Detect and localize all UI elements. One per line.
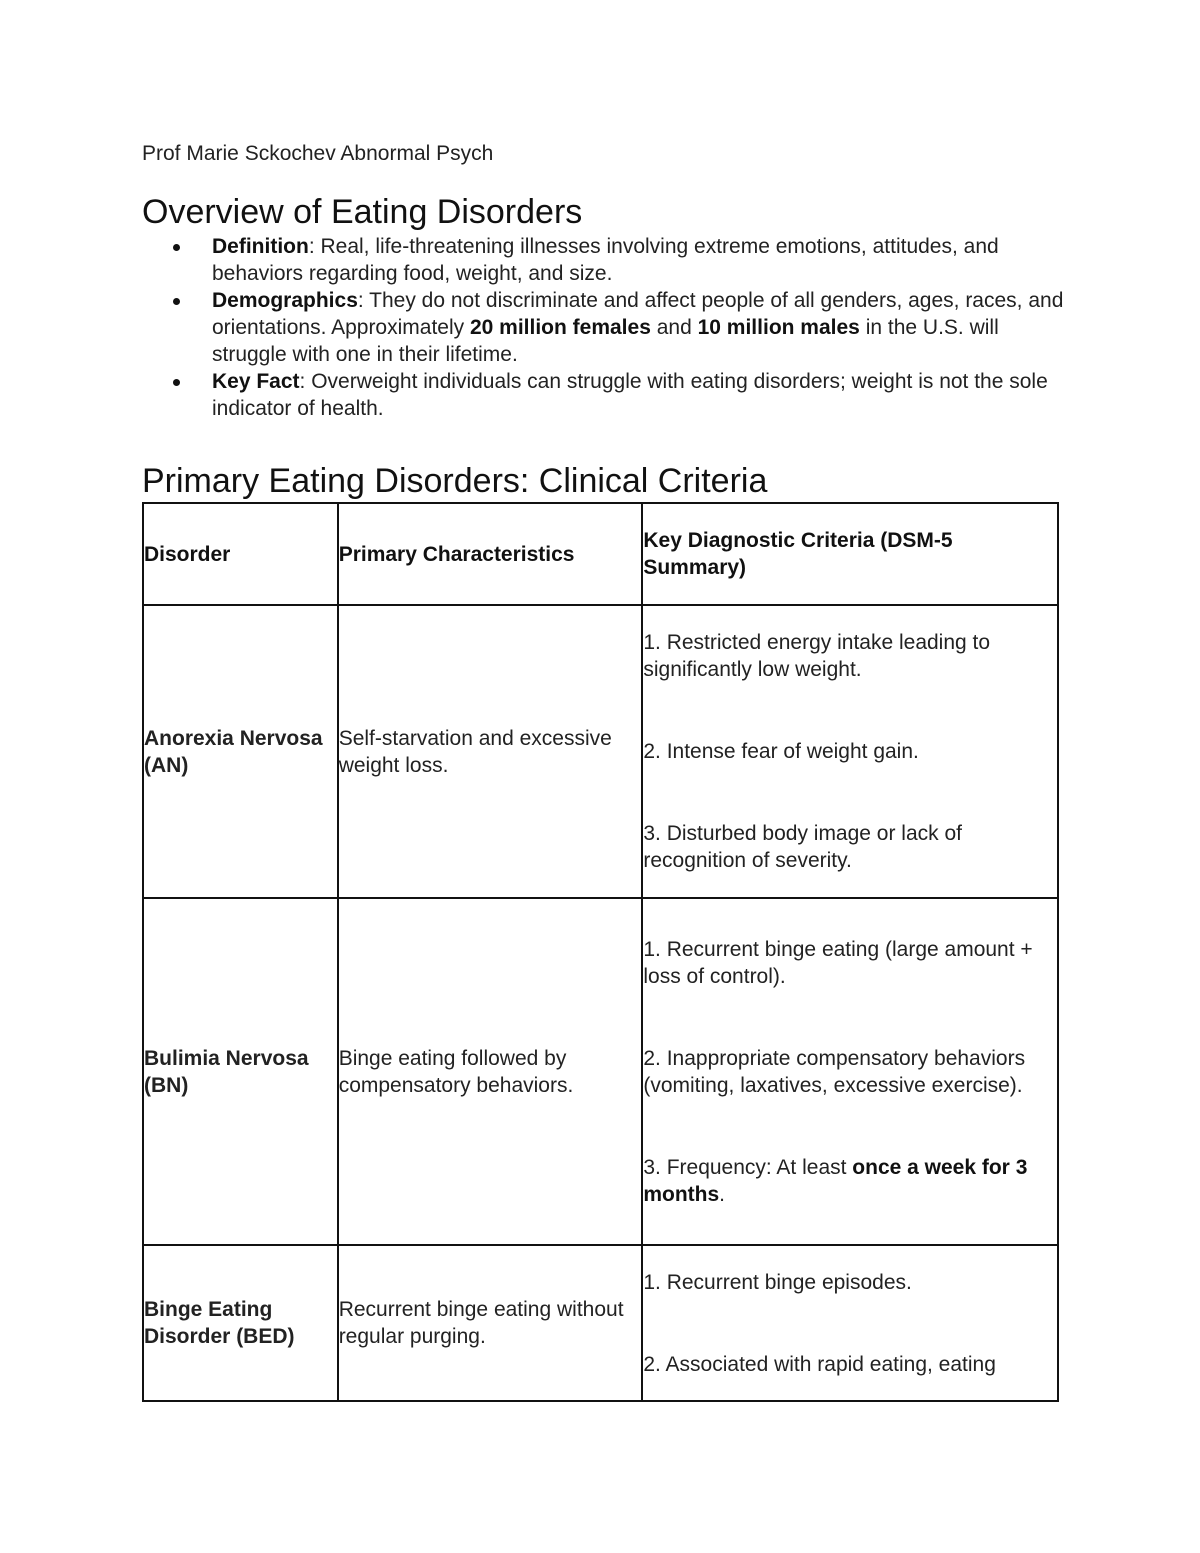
bullet-dot-icon <box>173 379 180 386</box>
overview-heading: Overview of Eating Disorders <box>142 193 583 231</box>
table-row <box>143 605 1058 898</box>
bullet-bold-stat: 10 million males <box>697 316 860 339</box>
overview-bullet-list <box>142 233 1072 422</box>
disorder-cell: Anorexia Nervosa (AN) <box>143 605 338 898</box>
criterion-item: 2. Inappropriate compensatory behaviors (vomiting, laxatives, excessive exercise). <box>643 1046 1026 1097</box>
bullet-definition <box>142 233 1072 287</box>
bullet-demographics <box>142 287 1072 368</box>
characteristics-cell: Binge eating followed by compensatory behaviors. <box>338 898 643 1245</box>
column-header: Primary Characteristics <box>338 503 643 605</box>
bullet-label: Key Fact <box>212 370 300 393</box>
criterion-item: 2. Intense fear of weight gain. <box>643 740 919 763</box>
criterion-bold: once a week for 3 months <box>643 1155 1028 1206</box>
course-header: Prof Marie Sckochev Abnormal Psych <box>142 142 494 165</box>
criterion-text: 3. Frequency: At least <box>643 1155 853 1179</box>
bullet-key-fact <box>142 368 1072 422</box>
bullet-dot-icon <box>173 244 180 251</box>
criteria-heading: Primary Eating Disorders: Clinical Criteria <box>142 462 768 500</box>
column-header: Key Diagnostic Criteria (DSM-5 Summary) <box>642 503 1058 605</box>
table-row <box>143 1245 1058 1401</box>
criteria-cell <box>642 1245 1058 1401</box>
bullet-label: Demographics <box>212 289 358 312</box>
table-header-row <box>143 503 1058 605</box>
criterion-item: 1. Recurrent binge episodes. <box>643 1270 912 1294</box>
bullet-text: : They do not discriminate and affect people of all genders, ages, races, and orientations. Approximately <box>212 289 1064 339</box>
disorder-cell: Bulimia Nervosa (BN) <box>143 898 338 1245</box>
column-header: Disorder <box>143 503 338 605</box>
bullet-text: : Overweight individuals can struggle with eating disorders; weight is not the sole indicator of health. <box>212 370 1048 420</box>
bullet-text: and <box>650 316 698 339</box>
criterion-item: 3. Disturbed body image or lack of recognition of severity. <box>643 822 963 872</box>
bullet-label: Definition <box>212 235 309 258</box>
criteria-cell <box>642 605 1058 898</box>
criterion-item: 1. Restricted energy intake leading to significantly low weight. <box>643 631 991 681</box>
bullet-bold-stat: 20 million females <box>469 316 651 339</box>
criterion-text: . <box>719 1182 726 1206</box>
bullet-dot-icon <box>173 298 180 305</box>
criterion-item <box>643 1154 1055 1208</box>
criterion-item: 1. Recurrent binge eating (large amount + loss of control). <box>643 937 1033 988</box>
disorder-cell: Binge Eating Disorder (BED) <box>143 1245 338 1401</box>
bullet-text: in the U.S. will struggle with one in their lifetime. <box>212 316 999 366</box>
criterion-item: 2. Associated with rapid eating, eating <box>643 1352 996 1376</box>
criteria-cell <box>642 898 1058 1245</box>
table-row <box>143 898 1058 1245</box>
characteristics-cell: Recurrent binge eating without regular purging. <box>338 1245 643 1401</box>
criteria-table <box>142 502 1059 1402</box>
bullet-text: : Real, life-threatening illnesses involving extreme emotions, attitudes, and behaviors regarding food, weight, and size. <box>212 235 999 285</box>
characteristics-cell: Self-starvation and excessive weight loss. <box>338 605 643 898</box>
